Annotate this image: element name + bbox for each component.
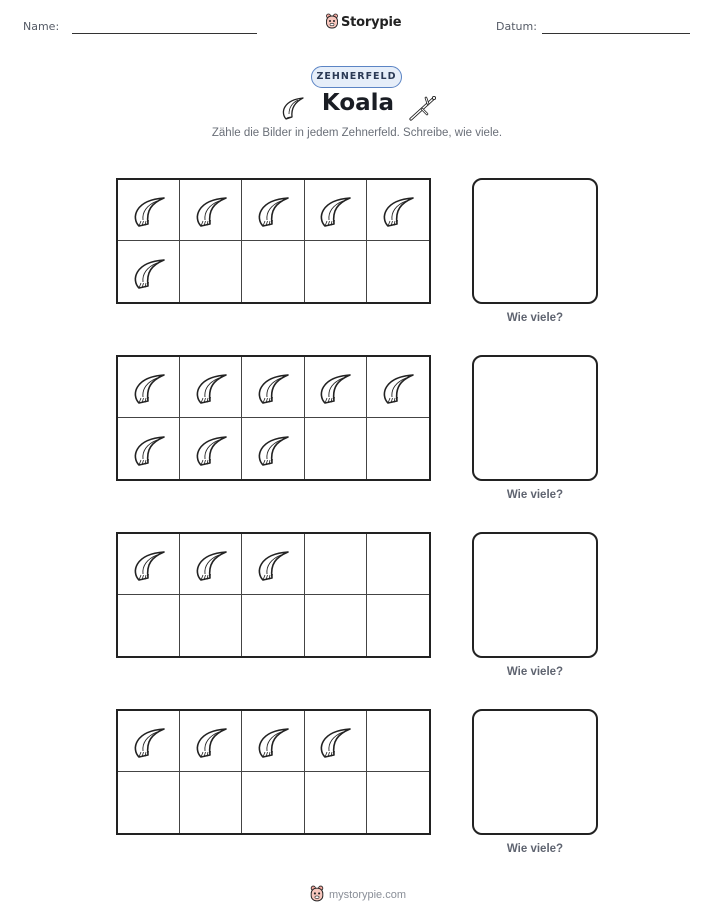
koala-claw-icon [129, 190, 169, 230]
ten-frame-cell [242, 711, 304, 772]
storypie-logo-icon [325, 13, 339, 30]
date-label: Datum: [496, 20, 537, 33]
ten-frame-cell [305, 418, 367, 479]
name-label: Name: [23, 20, 60, 33]
ten-frame-cell [118, 180, 180, 241]
answer-label: Wie viele? [506, 489, 564, 501]
answer-label: Wie viele? [506, 843, 564, 855]
ten-frame-cell [367, 180, 429, 241]
ten-frame-cell [242, 772, 304, 833]
ten-frame-cell [180, 711, 242, 772]
ten-frame-cell [118, 241, 180, 302]
ten-frame-cell [367, 595, 429, 656]
koala-claw-icon [253, 367, 293, 407]
koala-claw-icon [253, 721, 293, 761]
ten-frame-cell [367, 357, 429, 418]
koala-claw-icon [253, 190, 293, 230]
ten-frame-cell [367, 241, 429, 302]
koala-claw-icon [129, 721, 169, 761]
koala-claw-icon [378, 367, 418, 407]
worksheet-type-badge: ZEHNERFELD [311, 66, 402, 88]
koala-claw-icon [378, 190, 418, 230]
ten-frame-cell [305, 772, 367, 833]
koala-claw-icon [191, 367, 231, 407]
koala-claw-icon [129, 252, 169, 292]
brand-name: Storypie [341, 15, 402, 30]
koala-claw-icon [191, 429, 231, 469]
ten-frame-cell [367, 772, 429, 833]
ten-frame [116, 355, 431, 481]
ten-frame [116, 709, 431, 835]
ten-frame [116, 532, 431, 658]
eucalyptus-branch-icon [408, 93, 438, 123]
ten-frame-cell [242, 534, 304, 595]
koala-claw-icon [279, 94, 307, 122]
ten-frame-cell [118, 357, 180, 418]
ten-frame-cell [242, 241, 304, 302]
ten-frame-cell [242, 418, 304, 479]
ten-frame-cell [118, 711, 180, 772]
ten-frame-cell [242, 180, 304, 241]
answer-label: Wie viele? [506, 666, 564, 678]
ten-frame-cell [305, 357, 367, 418]
ten-frame-cell [305, 711, 367, 772]
ten-frame-cell [118, 595, 180, 656]
ten-frame-cell [242, 595, 304, 656]
ten-frame-cell [118, 534, 180, 595]
koala-claw-icon [191, 190, 231, 230]
koala-claw-icon [129, 367, 169, 407]
ten-frame [116, 178, 431, 304]
answer-box[interactable] [472, 709, 598, 835]
ten-frame-cell [180, 357, 242, 418]
ten-frame-cell [305, 595, 367, 656]
footer-url[interactable]: mystorypie.com [329, 889, 407, 901]
storypie-footer-logo-icon [309, 885, 325, 903]
koala-claw-icon [191, 544, 231, 584]
koala-claw-icon [129, 429, 169, 469]
koala-claw-icon [315, 367, 355, 407]
koala-claw-icon [253, 429, 293, 469]
name-line[interactable] [72, 33, 257, 34]
koala-claw-icon [191, 721, 231, 761]
page-title: Koala [321, 90, 395, 116]
ten-frame-cell [180, 595, 242, 656]
ten-frame-cell [180, 772, 242, 833]
ten-frame-cell [305, 534, 367, 595]
answer-box[interactable] [472, 532, 598, 658]
ten-frame-cell [180, 180, 242, 241]
answer-box[interactable] [472, 178, 598, 304]
koala-claw-icon [253, 544, 293, 584]
date-line[interactable] [542, 33, 690, 34]
koala-claw-icon [129, 544, 169, 584]
answer-box[interactable] [472, 355, 598, 481]
ten-frame-cell [305, 241, 367, 302]
ten-frame-cell [118, 418, 180, 479]
ten-frame-cell [242, 357, 304, 418]
koala-claw-icon [315, 721, 355, 761]
ten-frame-cell [305, 180, 367, 241]
koala-claw-icon [315, 190, 355, 230]
answer-label: Wie viele? [506, 312, 564, 324]
ten-frame-cell [118, 772, 180, 833]
ten-frame-cell [180, 241, 242, 302]
ten-frame-cell [367, 711, 429, 772]
ten-frame-cell [180, 418, 242, 479]
ten-frame-cell [367, 418, 429, 479]
ten-frame-cell [180, 534, 242, 595]
ten-frame-cell [367, 534, 429, 595]
instruction-text: Zähle die Bilder in jedem Zehnerfeld. Schreibe, wie viele. [211, 127, 503, 139]
